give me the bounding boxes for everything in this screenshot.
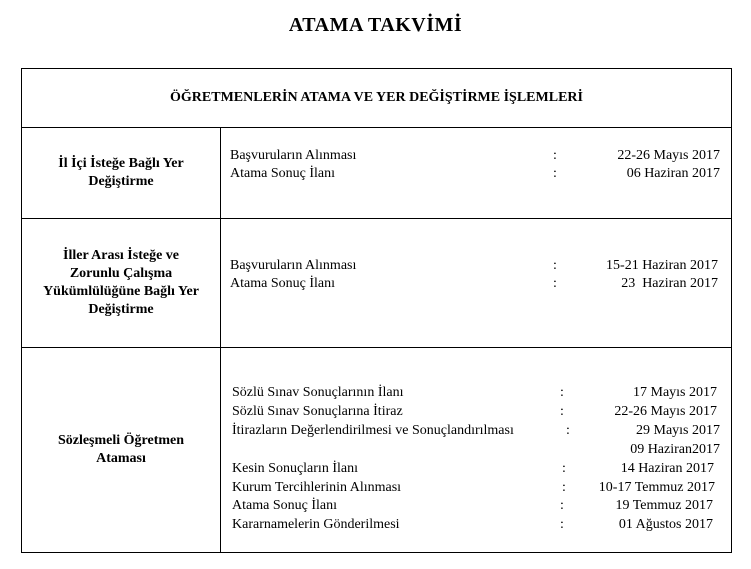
row-label: Kurum Tercihlerinin Alınması xyxy=(232,480,402,495)
row-date: 09 Haziran2017 xyxy=(630,442,720,457)
row-separator: : xyxy=(553,276,557,291)
page-title: ATAMA TAKVİMİ xyxy=(288,14,463,36)
row-label: Başvuruların Alınması xyxy=(230,258,357,273)
row-date: 01 Ağustos 2017 xyxy=(618,517,713,532)
row-date: 10-17 Temmuz 2017 xyxy=(598,480,715,495)
row-label: Kesin Sonuçların İlanı xyxy=(232,461,358,476)
row-label: Başvuruların Alınması xyxy=(230,148,357,163)
row-date: 15-21 Haziran 2017 xyxy=(606,258,718,273)
row-date: 22-26 Mayıs 2017 xyxy=(614,404,717,419)
row-separator: : xyxy=(553,166,557,181)
row-date: 23 Haziran 2017 xyxy=(621,276,718,291)
row-date: 22-26 Mayıs 2017 xyxy=(617,148,720,163)
row-separator: : xyxy=(560,404,564,419)
row-separator: : xyxy=(560,498,564,513)
row-separator: : xyxy=(553,148,557,163)
section-title: Sözleşmeli Öğretmen Ataması xyxy=(57,433,185,466)
row-label: Atama Sonuç İlanı xyxy=(230,166,335,181)
row-separator: : xyxy=(566,423,570,438)
row-separator: : xyxy=(562,480,566,495)
row-date: 17 Mayıs 2017 xyxy=(633,385,717,400)
row-label: Sözlü Sınav Sonuçlarına İtiraz xyxy=(232,404,403,419)
row-separator: : xyxy=(560,517,564,532)
table-header: ÖĞRETMENLERİN ATAMA VE YER DEĞİŞTİRME İŞLEMLERİ xyxy=(170,90,583,105)
row-label: Atama Sonuç İlanı xyxy=(232,498,337,513)
row-label: Atama Sonuç İlanı xyxy=(230,276,335,291)
section-title: İller Arası İsteğe ve Zorunlu Çalışma Yükümlülüğüne Bağlı Yer Değiştirme xyxy=(43,248,199,317)
row-date: 19 Temmuz 2017 xyxy=(615,498,713,513)
schedule-table xyxy=(21,68,732,553)
row-label: Sözlü Sınav Sonuçlarının İlanı xyxy=(232,385,404,400)
row-date: 14 Haziran 2017 xyxy=(620,461,714,476)
row-label: İtirazların Değerlendirilmesi ve Sonuçlandırılması xyxy=(232,423,514,438)
column-divider xyxy=(220,127,221,552)
section-title: İl İçi İsteğe Bağlı Yer Değiştirme xyxy=(58,156,184,189)
row-date: 06 Haziran 2017 xyxy=(626,166,720,181)
row-separator: : xyxy=(562,461,566,476)
row-separator: : xyxy=(553,258,557,273)
row-separator: : xyxy=(560,385,564,400)
row-label: Kararnamelerin Gönderilmesi xyxy=(232,517,400,532)
row-date: 29 Mayıs 2017 xyxy=(636,423,720,438)
